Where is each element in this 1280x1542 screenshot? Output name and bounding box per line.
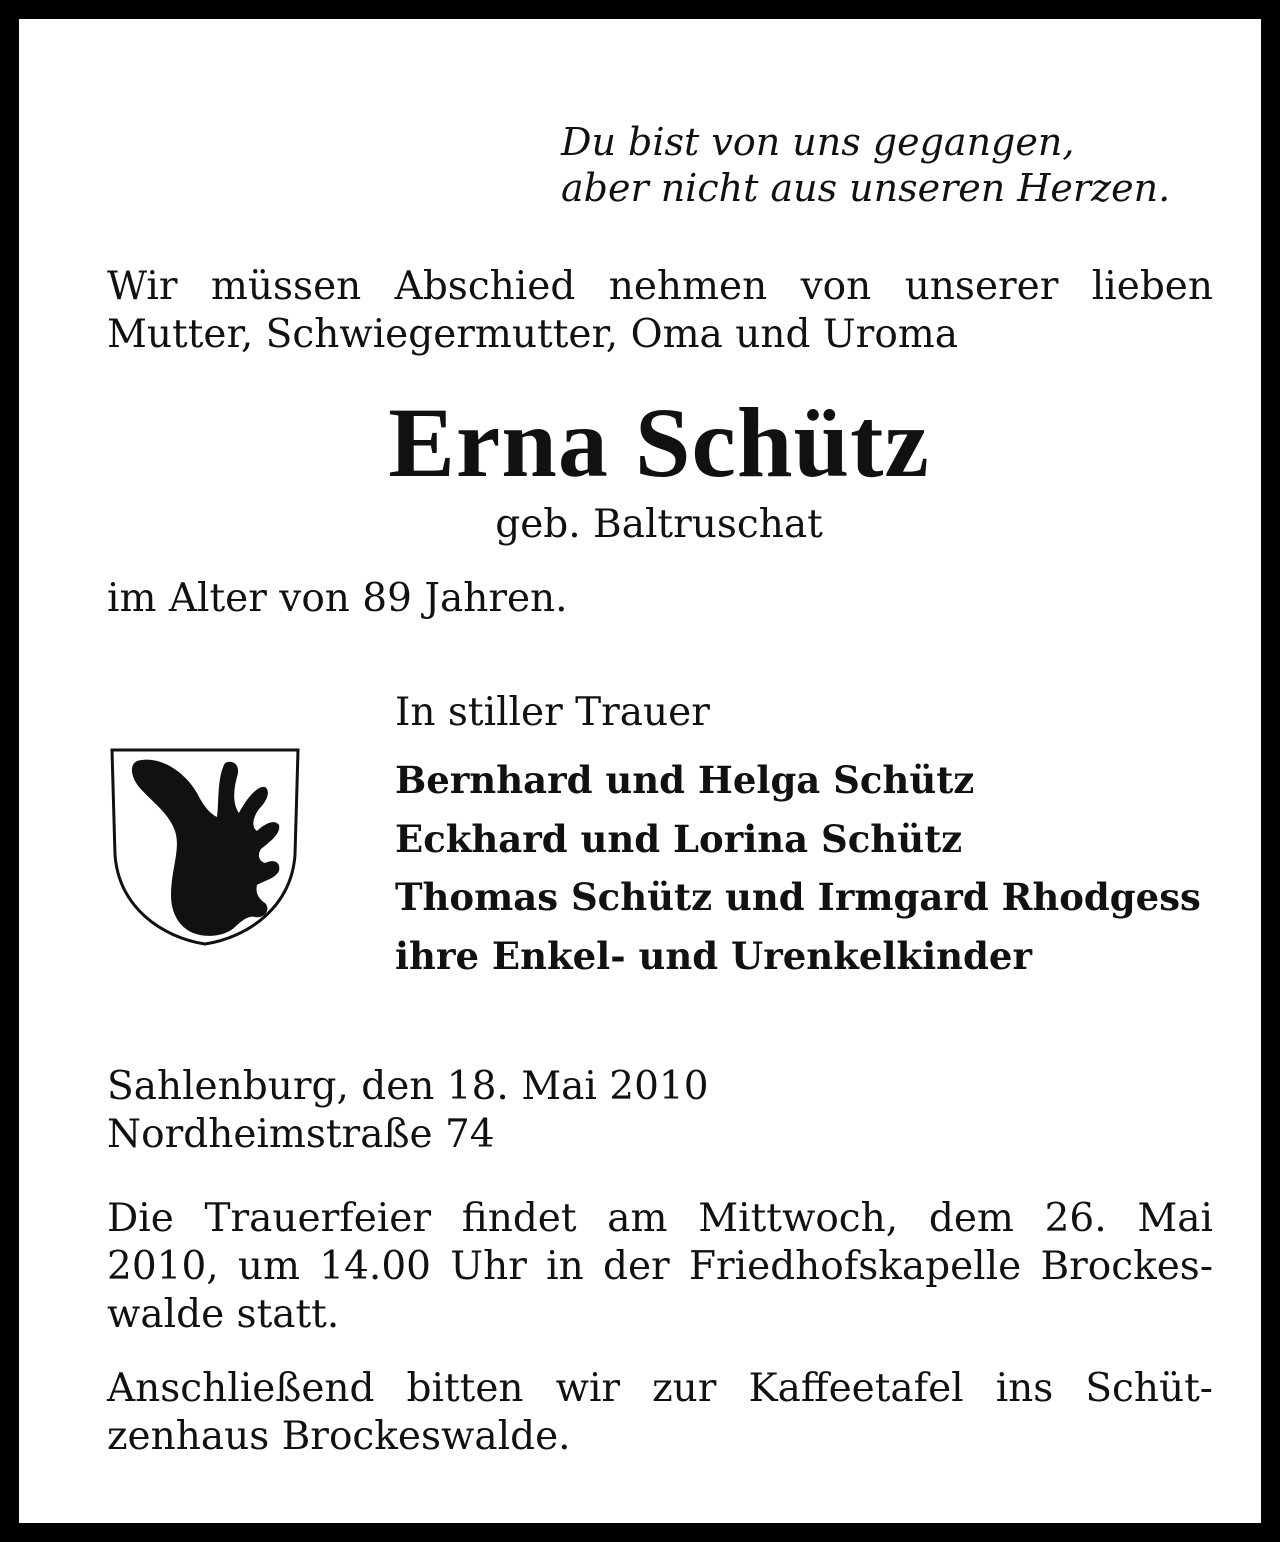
motto-line-2: aber nicht aus unseren Herzen. (561, 166, 1171, 210)
mourner-line: ihre Enkel- und Urenkelkinder (395, 934, 1032, 978)
deceased-name: Erna Schütz (388, 387, 930, 498)
age-line: im Alter von 89 Jahren. (107, 576, 568, 621)
intro-line-1: Wir müssen Abschied nehmen von unserer lieben (107, 264, 1213, 309)
funeral-line-3: walde statt. (107, 1292, 340, 1337)
place-date-line: Sahlenburg, den 18. Mai 2010 (107, 1064, 709, 1109)
birth-name: geb. Baltruschat (495, 502, 823, 547)
reception-line-1: Anschließend bitten wir zur Kaffeetafel ins Schüt- (107, 1366, 1213, 1411)
mourner-line: Bernhard und Helga Schütz (395, 758, 975, 802)
mourner-line: Eckhard und Lorina Schütz (395, 817, 963, 861)
mourner-line: Thomas Schütz und Irmgard Rhodgess (395, 875, 1201, 919)
address-line: Nordheimstraße 74 (107, 1112, 495, 1157)
funeral-line-2: 2010, um 14.00 Uhr in der Friedhofskapelle Brockes- (107, 1244, 1213, 1289)
motto-line-1: Du bist von uns gegangen, (561, 120, 1075, 164)
coat-of-arms-icon (109, 747, 301, 947)
reception-line-2: zenhaus Brockeswalde. (107, 1414, 571, 1459)
funeral-line-1: Die Trauerfeier findet am Mittwoch, dem 26. Mai (107, 1196, 1213, 1241)
intro-line-2: Mutter, Schwiegermutter, Oma und Uroma (107, 312, 959, 357)
mourning-heading: In stiller Trauer (395, 690, 710, 735)
